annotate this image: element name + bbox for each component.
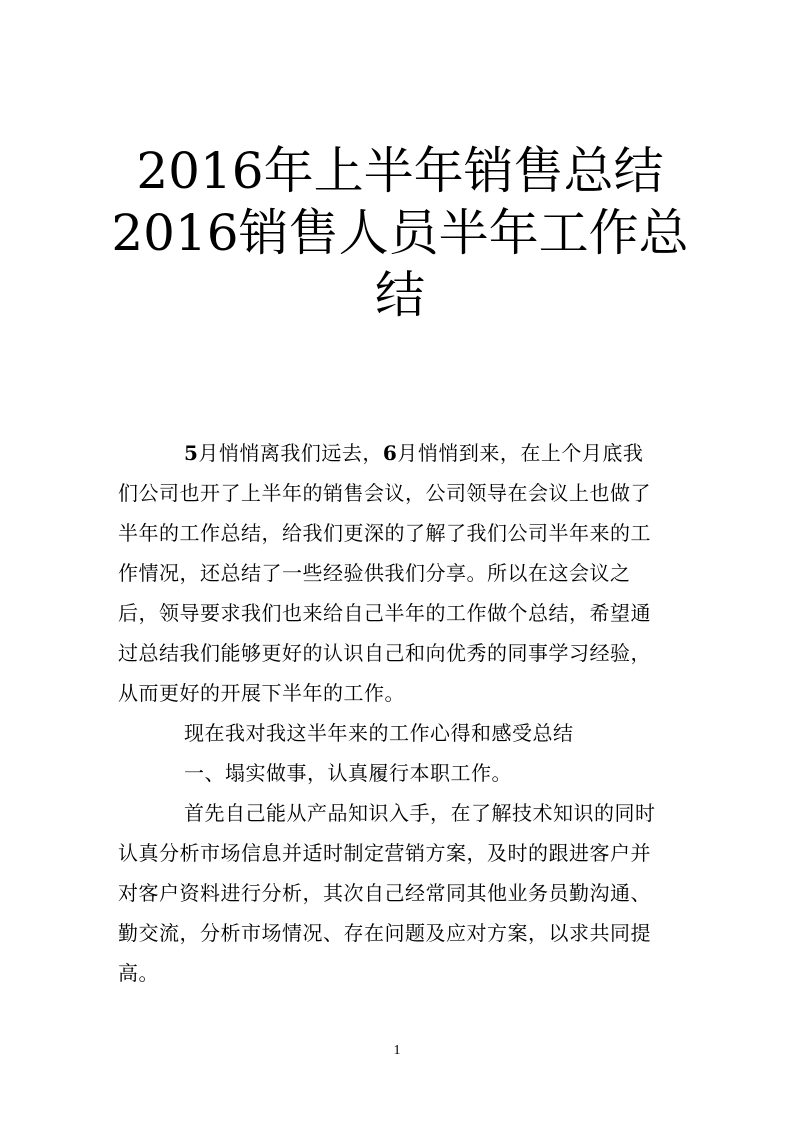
title-line-1: 2016年上半年销售总结: [136, 142, 664, 200]
paragraph-summary-lead: 现在我对我这半年来的工作心得和感受总结: [184, 721, 574, 745]
paragraph-intro-part-1: 月悄悄离我们远去，: [198, 441, 383, 465]
paragraph-section-1: 首先自己能从产品知识入手，在了解技术知识的同时认真分析市场信息并适时制定营销方案，及时的跟进客户并对客户资料进行分析，其次自己经常同其他业务员勤沟通、勤交流，分析市场情况、存在问题及应对方案，以求共同提高。: [118, 801, 656, 985]
title-line-3: 结: [375, 266, 425, 324]
month-number-may: 5: [184, 441, 199, 465]
document-body: [118, 433, 658, 993]
paragraph-intro-part-2: 月悄悄到来，在上个月底我们公司也开了上半年的销售会议，公司领导在会议上也做了半年的工作总结，给我们更深的了解了我们公司半年来的工作情况，还总结了一些经验供我们分享。所以在这会议之后，领导要求我们也来给自己半年的工作做个总结，希望通过总结我们能够更好的认识自己和向优秀的同事学习经验，从而更好的开展下半年的工作。: [118, 441, 651, 705]
document-title: [110, 140, 690, 326]
month-number-june: 6: [382, 441, 398, 465]
title-line-2: 2016销售人员半年工作总: [111, 204, 689, 262]
page-number: 1: [393, 1043, 401, 1058]
section-heading-1: 一、塌实做事，认真履行本职工作。: [184, 761, 512, 785]
paragraph-intro: [118, 433, 658, 713]
